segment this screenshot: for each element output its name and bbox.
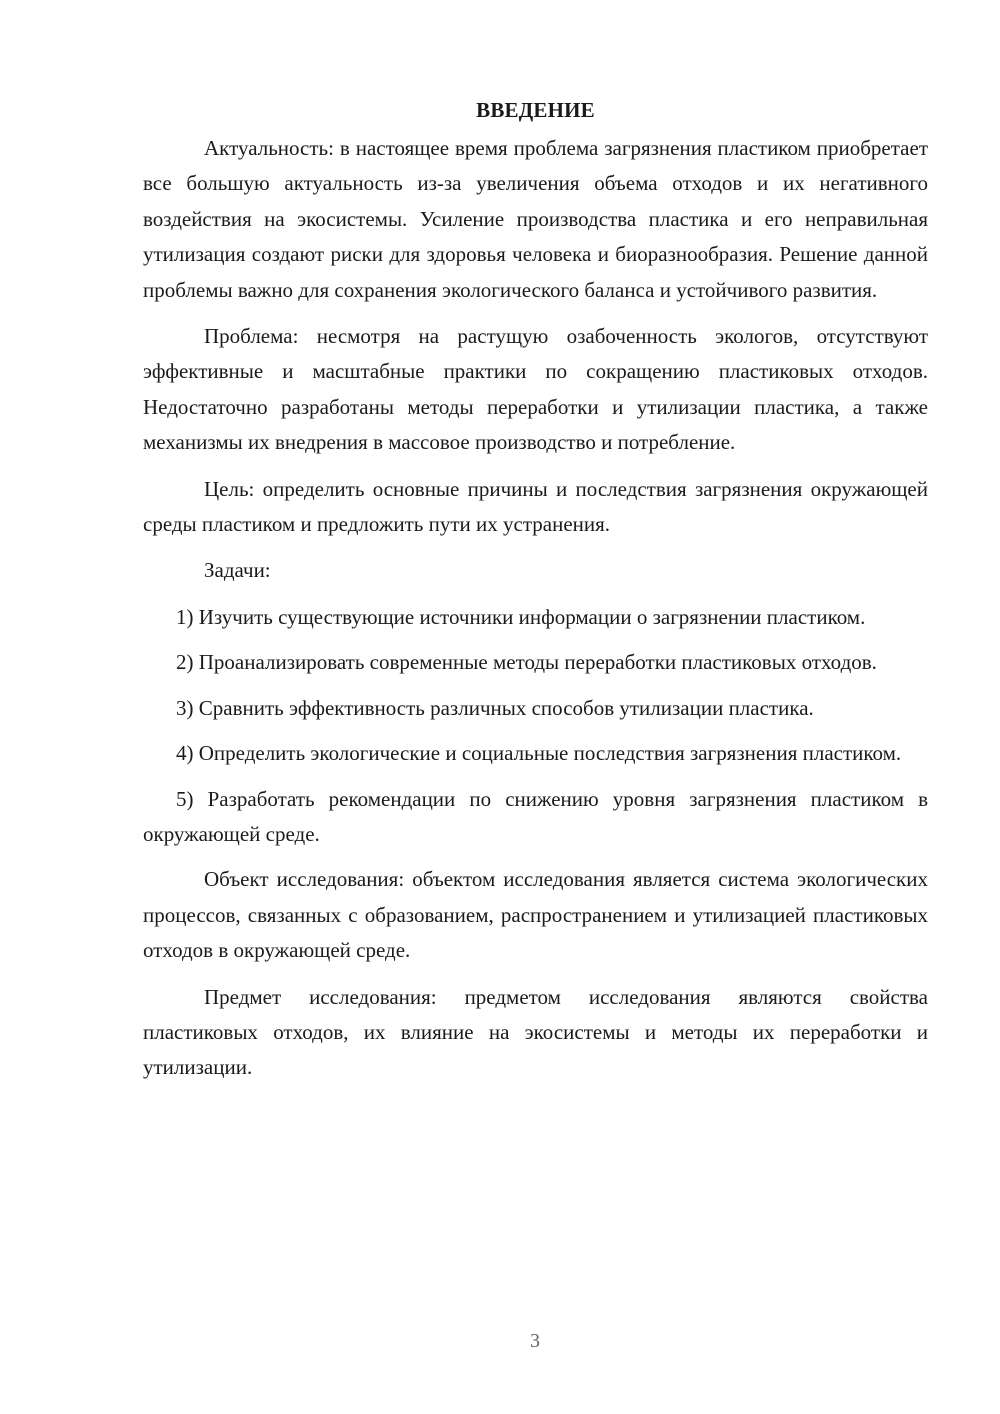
- paragraph-subject: Предмет исследования: предметом исследования являются свойства пластиковых отходов, их влияние на экосистемы и методы их переработки и утилизации.: [143, 984, 928, 1080]
- task-item-4: 4) Определить экологические и социальные последствия загрязнения пластиком.: [176, 741, 902, 766]
- paragraph-relevance: Актуальность: в настоящее время проблема загрязнения пластиком приобретает все большую актуальность из-за увеличения объема отходов и их негативного воздействия на экосистемы. Усиление производства пластика и его неправильная утилизация создают риски для здоровья человека и биоразнообразия. Решение данной проблемы важно для сохранения экологического баланса и устойчивого развития.: [143, 136, 928, 302]
- tasks-heading: Задачи:: [204, 558, 271, 583]
- paragraph-problem: Проблема: несмотря на растущую озабоченность экологов, отсутствуют эффективные и масштабные практики по сокращению пластиковых отходов. Недостаточно разработаны методы переработки и утилизации пластика, а также механизмы их внедрения в массовое производство и потребление.: [143, 324, 928, 455]
- paragraph-goal: Цель: определить основные причины и последствия загрязнения окружающей среды пластиком и предложить пути их устранения.: [143, 476, 928, 537]
- paragraph-object: Объект исследования: объектом исследования является система экологических процессов, связанных с образованием, распространением и утилизацией пластиковых отходов в окружающей среде.: [143, 867, 928, 963]
- task-item-2: 2) Проанализировать современные методы переработки пластиковых отходов.: [176, 650, 877, 675]
- page-number: 3: [530, 1330, 540, 1352]
- section-title: ВВЕДЕНИЕ: [476, 98, 595, 122]
- task-item-1: 1) Изучить существующие источники информации о загрязнении пластиком.: [176, 604, 866, 629]
- document-page: [143, 93, 928, 1097]
- task-item-3: 3) Сравнить эффективность различных способов утилизации пластика.: [176, 695, 814, 720]
- task-item-5: 5) Разработать рекомендации по снижению уровня загрязнения пластиком в окружающей среде.: [143, 786, 928, 846]
